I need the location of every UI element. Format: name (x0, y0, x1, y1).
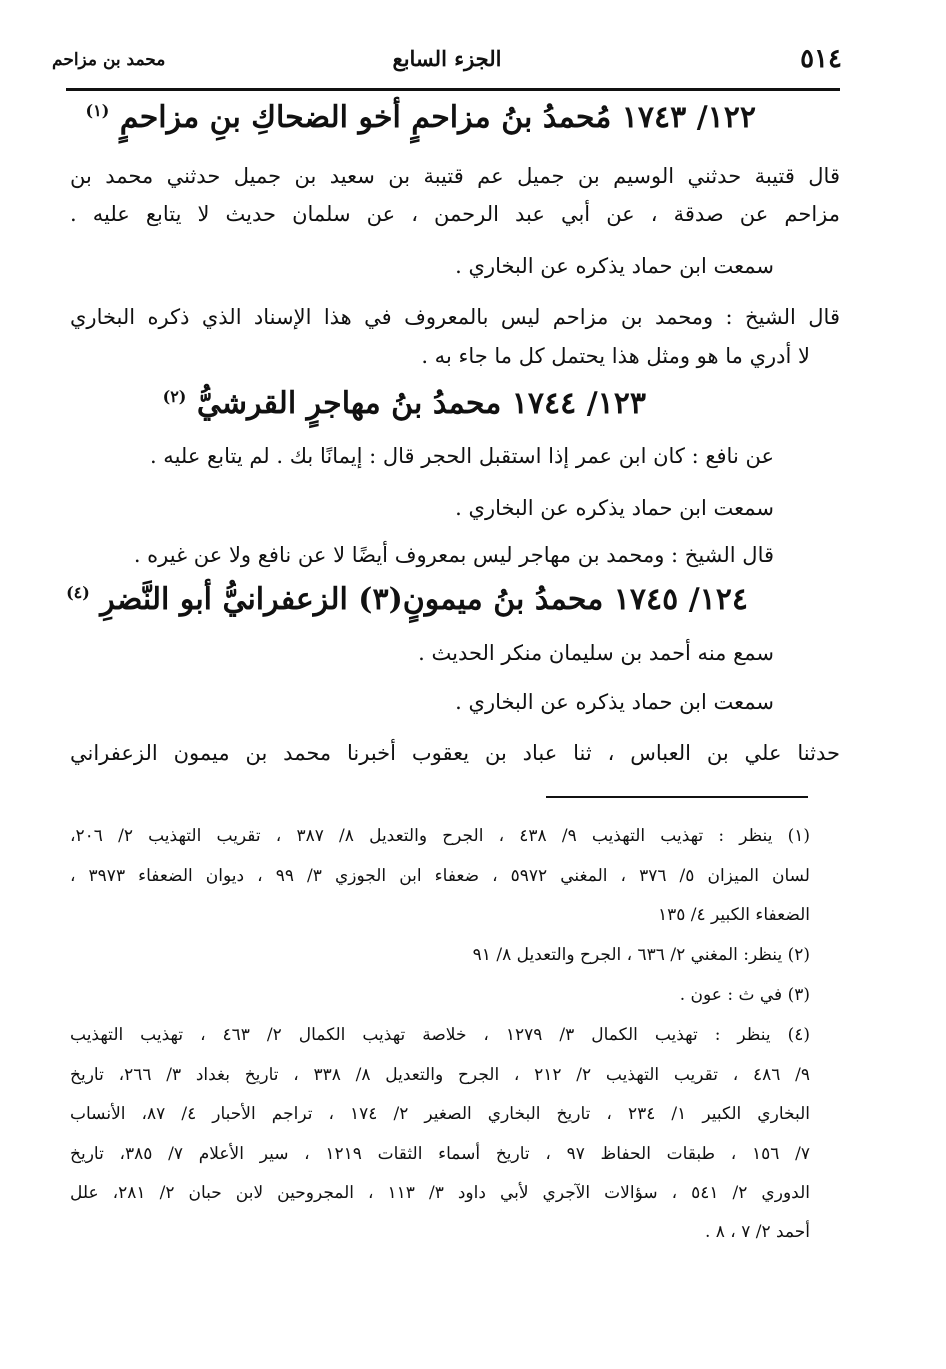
entry-title (66, 582, 748, 617)
running-subject: محمد بن مزاحم (52, 50, 166, 70)
body-line: سمعت ابن حماد يذكره عن البخاري . (455, 496, 774, 520)
footnote-line: أحمد ٢/ ٧ ، ٨ . (704, 1222, 810, 1242)
footnote-line: الدوري ٢/ ٥٤١ ، سؤالات الآجري لأبي داود ٣/ ١١٣ ، المجروحين لابن حبان ٢/ ٢٨١، علل (70, 1183, 810, 1203)
body-line: قال الشيخ : ومحمد بن مهاجر ليس بمعروف أيضًا لا عن نافع ولا عن غيره . (133, 543, 774, 567)
body-line: سمع منه أحمد بن سليمان منكر الحديث . (418, 641, 774, 665)
body-line: قال قتيبة حدثني الوسيم بن جميل عم قتيبة بن سعيد بن جميل حدثني محمد بن (70, 164, 840, 188)
page-number: ٥١٤ (800, 44, 842, 74)
volume-title: الجزء السابع (392, 46, 502, 71)
footnote-line: لسان الميزان ٥/ ٣٧٦ ، المغني ٥٩٧٢ ، ضعفاء ابن الجوزي ٣/ ٩٩ ، ديوان الضعفاء ٣٩٧٣ ، (70, 866, 810, 886)
footnote-line: ٩/ ٤٨٦ ، تقريب التهذيب ٢/ ٢١٢ ، الجرح والتعديل ٨/ ٣٣٨ ، تاريخ بغداد ٣/ ٢٦٦، تاريخ (70, 1065, 810, 1085)
body-line: حدثنا علي بن العباس ، ثنا عباد بن يعقوب أخبرنا محمد بن ميمون الزعفراني (70, 741, 840, 765)
body-line: عن نافع : كان ابن عمر إذا استقبل الحجر قال : إيمانًا بك . لم يتابع عليه . (149, 444, 774, 468)
entry-title-text: ١٢٤/ ١٧٤٥ محمدُ بنُ ميمونٍ(٣) الزعفرانيُّ أبو النَّضرِ (100, 582, 748, 617)
body-line: سمعت ابن حماد يذكره عن البخاري . (455, 690, 774, 714)
footnote-line: (١) ينظر : تهذيب التهذيب ٩/ ٤٣٨ ، الجرح والتعديل ٨/ ٣٨٧ ، تقريب التهذيب ٢/ ٢٠٦، (70, 826, 811, 846)
footnote-line: البخاري الكبير ١/ ٢٣٤ ، تاريخ البخاري الصغير ٢/ ١٧٤ ، تراجم الأحبار ٤/ ٨٧، الأنساب (70, 1104, 811, 1124)
entry-title (86, 100, 756, 135)
body-line: لا أدري ما هو ومثل هذا يحتمل كل ما جاء به . (421, 344, 810, 368)
footnote-rule (546, 796, 808, 798)
footnote-ref: (١) (85, 101, 110, 120)
body-line: مزاحم عن صدقة ، عن أبي عبد الرحمن ، عن سلمان حديث لا يتابع عليه . (70, 202, 840, 226)
body-line: قال الشيخ : ومحمد بن مزاحم ليس بالمعروف في هذا الإسناد الذي ذكره البخاري (70, 305, 840, 329)
footnote-ref: (٢) (162, 387, 187, 406)
footnote-ref: (٤) (66, 583, 90, 602)
entry-title-text: ١٢٢/ ١٧٤٣ مُحمدُ بنُ مزاحمٍ أخو الضحاكِ بنِ مزاحمٍ (119, 100, 756, 135)
body-line: سمعت ابن حماد يذكره عن البخاري . (455, 254, 774, 278)
footnote-line: (٣) في ث : عون . (679, 985, 810, 1005)
footnote-line: (٢) ينظر: المغني ٢/ ٦٣٦ ، الجرح والتعديل ٨/ ٩١ (472, 945, 810, 965)
running-header (52, 44, 842, 84)
footnote-line: الضعفاء الكبير ٤/ ١٣٥ (657, 905, 810, 925)
footnote-line: ٧/ ١٥٦ ، طبقات الحفاظ ٩٧ ، تاريخ أسماء الثقات ١٢١٩ ، سير الأعلام ٧/ ٣٨٥، تاريخ (70, 1144, 810, 1164)
header-rule (66, 88, 840, 91)
entry-title-text: ١٢٣/ ١٧٤٤ محمدُ بنُ مهاجرٍ القرشيُّ (196, 386, 646, 421)
entry-title (163, 386, 646, 421)
footnote-line: (٤) ينظر : تهذيب الكمال ٣/ ١٢٧٩ ، خلاصة تهذيب الكمال ٢/ ٤٦٣ ، تهذيب التهذيب (70, 1025, 810, 1045)
